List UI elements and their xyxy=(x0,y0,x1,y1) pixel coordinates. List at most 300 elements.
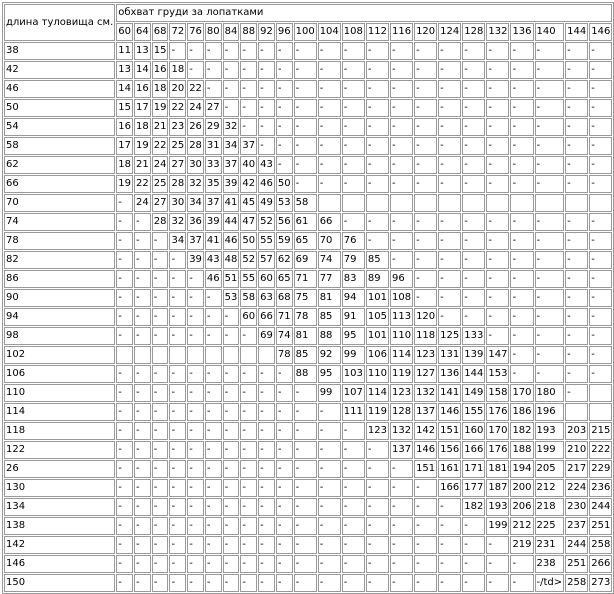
table-cell: 27 xyxy=(152,194,169,212)
table-cell: - xyxy=(510,555,533,573)
table-cell: 114 xyxy=(390,346,413,364)
table-cell: - xyxy=(589,175,612,193)
table-cell: - xyxy=(390,251,413,269)
table-cell: - xyxy=(565,61,588,79)
table-cell: - xyxy=(510,118,533,136)
table-row xyxy=(4,270,612,288)
table-cell: 229 xyxy=(589,460,612,478)
table-cell: - xyxy=(134,232,151,250)
table-cell: - xyxy=(187,536,204,554)
table-cell: - xyxy=(565,308,588,326)
table-cell: - xyxy=(565,289,588,307)
table-cell: 123 xyxy=(390,384,413,402)
table-cell: 137 xyxy=(414,403,437,421)
table-cell: - xyxy=(535,156,565,174)
table-cell: 34 xyxy=(169,232,186,250)
table-cell: - xyxy=(134,384,151,402)
table-cell: - xyxy=(223,422,240,440)
row-label-cell: 142 xyxy=(4,536,115,554)
table-cell: - xyxy=(366,61,389,79)
row-label-cell: 46 xyxy=(4,80,115,98)
table-cell: 18 xyxy=(134,118,151,136)
table-cell: - xyxy=(318,479,341,497)
table-cell: - xyxy=(589,137,612,155)
table-cell: - xyxy=(486,289,509,307)
table-cell: 34 xyxy=(187,194,204,212)
row-label-cell: 78 xyxy=(4,232,115,250)
table-cell: - xyxy=(390,460,413,478)
table-cell: 74 xyxy=(318,251,341,269)
table-cell: 231 xyxy=(535,536,565,554)
table-cell: - xyxy=(223,479,240,497)
table-cell: 60 xyxy=(258,270,275,288)
table-cell: - xyxy=(258,574,275,592)
table-cell: 96 xyxy=(390,270,413,288)
table-cell: - xyxy=(258,460,275,478)
table-cell: - xyxy=(187,61,204,79)
column-header-cell: 146 xyxy=(589,23,612,41)
table-cell: - xyxy=(187,289,204,307)
table-cell: - xyxy=(318,460,341,478)
table-cell: 76 xyxy=(342,232,365,250)
table-cell: - xyxy=(486,118,509,136)
table-cell: - xyxy=(390,175,413,193)
table-cell: 133 xyxy=(462,327,485,345)
table-cell: - xyxy=(205,403,222,421)
table-cell: - xyxy=(223,460,240,478)
table-cell: - xyxy=(276,517,293,535)
table-cell: 95 xyxy=(342,327,365,345)
table-cell: - xyxy=(276,80,293,98)
column-header-cell: 132 xyxy=(486,23,509,41)
table-cell: - xyxy=(276,118,293,136)
table-cell: - xyxy=(342,137,365,155)
table-cell: - xyxy=(318,422,341,440)
table-cell: - xyxy=(240,536,257,554)
table-row xyxy=(4,118,612,136)
table-cell: 99 xyxy=(342,346,365,364)
table-cell: - xyxy=(589,327,612,345)
table-cell: - xyxy=(414,232,437,250)
table-row xyxy=(4,498,612,516)
table-cell: - xyxy=(414,479,437,497)
table-cell: - xyxy=(223,365,240,383)
table-cell: 30 xyxy=(187,156,204,174)
table-row xyxy=(4,289,612,307)
table-cell: 238 xyxy=(535,555,565,573)
table-cell: - xyxy=(276,422,293,440)
table-cell xyxy=(414,194,437,212)
table-cell: - xyxy=(116,441,133,459)
table-cell: 63 xyxy=(258,289,275,307)
table-cell: - xyxy=(462,80,485,98)
table-cell: - xyxy=(169,308,186,326)
table-cell: - xyxy=(258,99,275,117)
column-header-cell: 68 xyxy=(152,23,169,41)
table-cell: - xyxy=(438,308,461,326)
column-header-cell: 92 xyxy=(258,23,275,41)
table-cell: 24 xyxy=(187,99,204,117)
table-cell: - xyxy=(294,460,317,478)
table-cell: - xyxy=(390,498,413,516)
table-cell: 39 xyxy=(205,213,222,231)
table-cell: - xyxy=(169,555,186,573)
table-cell: 27 xyxy=(205,99,222,117)
table-cell: 101 xyxy=(366,289,389,307)
table-cell: 46 xyxy=(205,270,222,288)
table-cell: - xyxy=(294,80,317,98)
table-cell: - xyxy=(294,99,317,117)
table-cell: - xyxy=(318,99,341,117)
table-cell: 200 xyxy=(510,479,533,497)
table-cell: 50 xyxy=(240,232,257,250)
table-cell: - xyxy=(134,327,151,345)
table-cell: - xyxy=(294,156,317,174)
table-cell: 44 xyxy=(223,213,240,231)
table-cell: - xyxy=(187,42,204,60)
table-cell: - xyxy=(462,251,485,269)
table-cell: 65 xyxy=(294,232,317,250)
table-cell: 22 xyxy=(152,137,169,155)
row-label-cell: 54 xyxy=(4,118,115,136)
table-cell: - xyxy=(152,251,169,269)
table-cell: - xyxy=(116,308,133,326)
table-cell: - xyxy=(390,555,413,573)
table-cell: - xyxy=(438,251,461,269)
table-cell: 37 xyxy=(240,137,257,155)
table-cell: 66 xyxy=(318,213,341,231)
table-cell: 114 xyxy=(366,384,389,402)
table-cell: - xyxy=(342,479,365,497)
table-cell: 28 xyxy=(187,137,204,155)
table-cell xyxy=(116,346,133,364)
table-cell: 187 xyxy=(486,479,509,497)
table-cell: 22 xyxy=(134,175,151,193)
table-cell: - xyxy=(294,422,317,440)
table-cell: 68 xyxy=(276,289,293,307)
table-row xyxy=(4,232,612,250)
table-cell: - xyxy=(535,232,565,250)
table-cell: 85 xyxy=(366,251,389,269)
table-cell: - xyxy=(462,574,485,592)
table-cell: 166 xyxy=(438,479,461,497)
table-row xyxy=(4,156,612,174)
table-cell: - xyxy=(276,574,293,592)
table-cell: - xyxy=(276,156,293,174)
table-cell: - xyxy=(294,555,317,573)
table-cell: - xyxy=(462,517,485,535)
table-cell: - xyxy=(565,42,588,60)
table-cell: - xyxy=(116,365,133,383)
table-cell: 18 xyxy=(152,80,169,98)
table-cell: 193 xyxy=(535,422,565,440)
table-cell: 71 xyxy=(294,270,317,288)
table-cell: - xyxy=(205,308,222,326)
table-cell xyxy=(486,194,509,212)
table-cell: 210 xyxy=(565,441,588,459)
table-cell: 182 xyxy=(510,422,533,440)
table-cell: 40 xyxy=(240,156,257,174)
table-row xyxy=(4,175,612,193)
table-cell: - xyxy=(486,327,509,345)
table-cell: 237 xyxy=(565,517,588,535)
table-cell: - xyxy=(116,327,133,345)
table-cell: 14 xyxy=(116,80,133,98)
table-cell: - xyxy=(134,460,151,478)
table-cell: - xyxy=(205,441,222,459)
table-cell: - xyxy=(276,460,293,478)
table-cell: - xyxy=(258,80,275,98)
table-cell: 182 xyxy=(462,498,485,516)
table-cell: - xyxy=(565,270,588,288)
table-cell: 224 xyxy=(565,479,588,497)
table-cell: - xyxy=(187,479,204,497)
row-header-cell: длина туловища см. xyxy=(4,4,115,41)
table-cell: 33 xyxy=(205,156,222,174)
table-cell: - xyxy=(366,118,389,136)
table-cell: - xyxy=(438,498,461,516)
table-cell: - xyxy=(187,308,204,326)
table-cell: - xyxy=(240,498,257,516)
table-cell: - xyxy=(276,384,293,402)
table-cell: - xyxy=(134,213,151,231)
table-cell: 103 xyxy=(342,365,365,383)
table-cell: - xyxy=(438,118,461,136)
table-cell: - xyxy=(223,384,240,402)
table-cell: 119 xyxy=(366,403,389,421)
table-cell: - xyxy=(294,517,317,535)
table-cell: -/td> xyxy=(535,574,565,592)
table-cell: 26 xyxy=(187,118,204,136)
table-cell: - xyxy=(462,175,485,193)
table-cell xyxy=(535,194,565,212)
table-cell: 219 xyxy=(510,536,533,554)
table-cell: - xyxy=(294,498,317,516)
table-cell: - xyxy=(205,365,222,383)
table-cell xyxy=(510,194,533,212)
table-cell: 47 xyxy=(240,213,257,231)
table-cell: - xyxy=(342,517,365,535)
table-cell: - xyxy=(535,346,565,364)
table-cell: 56 xyxy=(276,213,293,231)
table-cell: - xyxy=(366,574,389,592)
table-cell: 166 xyxy=(462,441,485,459)
table-row xyxy=(4,327,612,345)
table-cell: - xyxy=(134,308,151,326)
table-cell: - xyxy=(510,327,533,345)
table-cell: - xyxy=(116,574,133,592)
table-cell: 171 xyxy=(462,460,485,478)
row-label-cell: 134 xyxy=(4,498,115,516)
table-cell: - xyxy=(318,498,341,516)
row-label-cell: 150 xyxy=(4,574,115,592)
row-label-cell: 138 xyxy=(4,517,115,535)
column-header-cell: 128 xyxy=(462,23,485,41)
table-cell: - xyxy=(134,479,151,497)
table-cell: - xyxy=(134,403,151,421)
column-header-cell: 124 xyxy=(438,23,461,41)
table-cell: 58 xyxy=(240,289,257,307)
table-cell: - xyxy=(535,99,565,117)
table-cell: - xyxy=(258,441,275,459)
table-cell xyxy=(589,194,612,212)
table-row xyxy=(4,441,612,459)
table-cell: 258 xyxy=(565,574,588,592)
row-label-cell: 50 xyxy=(4,99,115,117)
table-cell: - xyxy=(318,574,341,592)
table-cell: - xyxy=(589,232,612,250)
table-cell: - xyxy=(390,42,413,60)
table-cell: 205 xyxy=(535,460,565,478)
table-cell: 16 xyxy=(116,118,133,136)
column-header-cell: 80 xyxy=(205,23,222,41)
table-cell: - xyxy=(318,555,341,573)
table-cell: - xyxy=(414,61,437,79)
table-cell: - xyxy=(116,251,133,269)
row-label-cell: 82 xyxy=(4,251,115,269)
table-cell: - xyxy=(342,574,365,592)
table-cell: - xyxy=(535,270,565,288)
group-header-cell: обхват груди за лопатками xyxy=(116,4,612,22)
table-cell: 28 xyxy=(152,213,169,231)
table-cell: - xyxy=(187,574,204,592)
table-cell: 15 xyxy=(116,99,133,117)
table-cell: - xyxy=(152,289,169,307)
table-cell: - xyxy=(342,61,365,79)
table-cell: - xyxy=(258,118,275,136)
row-label-cell: 94 xyxy=(4,308,115,326)
table-cell: - xyxy=(294,137,317,155)
table-cell: - xyxy=(258,555,275,573)
table-cell: - xyxy=(486,536,509,554)
table-cell: - xyxy=(187,403,204,421)
table-row xyxy=(4,517,612,535)
table-cell: - xyxy=(116,517,133,535)
table-cell: - xyxy=(414,156,437,174)
table-cell: 65 xyxy=(276,270,293,288)
table-cell: - xyxy=(223,574,240,592)
table-cell: - xyxy=(152,308,169,326)
table-row xyxy=(4,137,612,155)
table-cell: - xyxy=(565,346,588,364)
table-cell: 194 xyxy=(510,460,533,478)
table-cell: 215 xyxy=(589,422,612,440)
table-cell: - xyxy=(258,42,275,60)
table-cell: - xyxy=(510,99,533,117)
table-cell: - xyxy=(565,365,588,383)
table-cell: - xyxy=(390,118,413,136)
table-cell xyxy=(589,403,612,421)
table-cell: - xyxy=(438,574,461,592)
table-cell: - xyxy=(240,403,257,421)
table-cell: - xyxy=(240,574,257,592)
table-cell: - xyxy=(438,555,461,573)
table-cell: 41 xyxy=(223,194,240,212)
table-cell xyxy=(205,346,222,364)
table-cell: - xyxy=(258,61,275,79)
table-cell xyxy=(565,194,588,212)
table-cell: 111 xyxy=(342,403,365,421)
table-cell: - xyxy=(438,289,461,307)
table-cell: - xyxy=(276,441,293,459)
table-cell: - xyxy=(187,441,204,459)
table-row xyxy=(4,251,612,269)
table-cell: - xyxy=(462,156,485,174)
table-cell: 18 xyxy=(169,61,186,79)
table-cell: 66 xyxy=(258,308,275,326)
table-cell: 28 xyxy=(169,175,186,193)
table-cell: 119 xyxy=(390,365,413,383)
table-cell: 170 xyxy=(510,384,533,402)
table-cell: - xyxy=(152,422,169,440)
table-cell: - xyxy=(116,232,133,250)
table-cell: 35 xyxy=(205,175,222,193)
table-cell: 160 xyxy=(462,422,485,440)
table-cell: - xyxy=(342,156,365,174)
table-cell: - xyxy=(169,517,186,535)
table-cell: - xyxy=(187,270,204,288)
table-cell: 188 xyxy=(510,441,533,459)
table-cell: 146 xyxy=(438,403,461,421)
table-cell: - xyxy=(152,403,169,421)
table-cell: - xyxy=(414,498,437,516)
table-cell: 51 xyxy=(223,270,240,288)
table-cell: 79 xyxy=(342,251,365,269)
table-cell xyxy=(438,194,461,212)
table-cell: - xyxy=(486,99,509,117)
table-cell: 225 xyxy=(535,517,565,535)
table-cell: - xyxy=(223,61,240,79)
table-cell: 52 xyxy=(240,251,257,269)
table-cell: - xyxy=(152,555,169,573)
table-cell: - xyxy=(462,118,485,136)
table-cell: - xyxy=(205,460,222,478)
table-cell: - xyxy=(205,422,222,440)
table-cell: 106 xyxy=(366,346,389,364)
column-header-cell: 104 xyxy=(318,23,341,41)
table-cell: - xyxy=(414,42,437,60)
table-cell: - xyxy=(116,536,133,554)
table-cell: - xyxy=(366,441,389,459)
table-cell: - xyxy=(438,156,461,174)
table-cell: - xyxy=(169,365,186,383)
table-cell: - xyxy=(318,118,341,136)
table-cell: 218 xyxy=(535,498,565,516)
table-cell: 16 xyxy=(134,80,151,98)
table-cell: 273 xyxy=(589,574,612,592)
table-cell: - xyxy=(414,137,437,155)
table-cell: - xyxy=(294,384,317,402)
table-cell: - xyxy=(342,99,365,117)
table-cell: - xyxy=(318,156,341,174)
table-cell: 55 xyxy=(258,232,275,250)
table-cell: - xyxy=(116,403,133,421)
table-cell: - xyxy=(390,213,413,231)
table-cell: 144 xyxy=(462,365,485,383)
table-cell: - xyxy=(565,137,588,155)
table-cell: - xyxy=(510,42,533,60)
table-cell: - xyxy=(318,61,341,79)
table-cell: 88 xyxy=(294,365,317,383)
table-cell: 176 xyxy=(486,441,509,459)
table-cell: - xyxy=(462,137,485,155)
table-cell: - xyxy=(276,42,293,60)
table-cell: 19 xyxy=(152,99,169,117)
table-cell: - xyxy=(510,80,533,98)
table-row xyxy=(4,555,612,573)
table-cell: - xyxy=(589,213,612,231)
table-cell: - xyxy=(510,365,533,383)
